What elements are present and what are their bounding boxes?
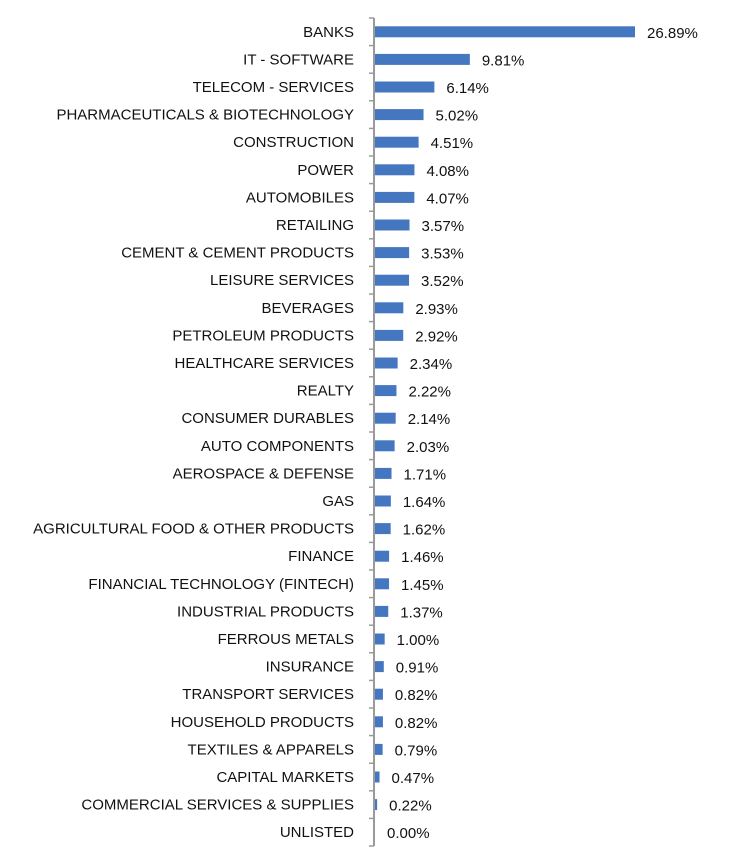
bar xyxy=(375,413,396,424)
category-label: FINANCE xyxy=(288,548,354,566)
category-label: FINANCIAL TECHNOLOGY (FINTECH) xyxy=(88,575,354,593)
value-label: 2.03% xyxy=(406,438,450,456)
value-label: 3.53% xyxy=(421,245,464,263)
value-label: 2.93% xyxy=(415,300,458,318)
bar xyxy=(375,220,410,231)
category-label: CEMENT & CEMENT PRODUCTS xyxy=(121,244,354,262)
bar xyxy=(375,440,395,451)
category-label: PETROLEUM PRODUCTS xyxy=(172,327,354,345)
category-label: CAPITAL MARKETS xyxy=(216,769,354,786)
value-label: 1.00% xyxy=(396,632,440,649)
bar xyxy=(375,496,391,507)
bar xyxy=(375,330,403,341)
category-label: BANKS xyxy=(303,23,354,41)
category-label: POWER xyxy=(297,161,354,179)
bar xyxy=(375,468,392,479)
bar xyxy=(375,26,635,37)
value-label: 1.45% xyxy=(401,576,444,594)
value-label: 1.64% xyxy=(402,494,446,511)
labels-layer xyxy=(33,24,698,842)
category-label: HOUSEHOLD PRODUCTS xyxy=(170,713,354,731)
value-label: 2.22% xyxy=(408,383,452,401)
category-label: RETAILING xyxy=(275,217,354,234)
bar xyxy=(375,523,391,534)
value-label: 2.34% xyxy=(409,356,453,373)
value-label: 6.14% xyxy=(446,80,489,97)
axis-layer xyxy=(369,18,374,846)
value-label: 0.22% xyxy=(389,797,432,815)
value-label: 5.02% xyxy=(435,107,479,125)
bar xyxy=(375,385,396,396)
bar xyxy=(375,82,434,93)
value-label: 4.07% xyxy=(426,190,469,208)
category-label: AGRICULTURAL FOOD & OTHER PRODUCTS xyxy=(33,520,354,538)
bar xyxy=(375,634,385,645)
bar xyxy=(375,247,409,258)
value-label: 0.00% xyxy=(387,825,430,843)
category-label: IT - SOFTWARE xyxy=(243,51,354,69)
value-label: 0.91% xyxy=(395,659,439,677)
bar xyxy=(375,137,419,148)
value-label: 0.82% xyxy=(394,714,438,732)
bar xyxy=(375,275,409,286)
category-label: AEROSPACE & DEFENSE xyxy=(172,465,354,483)
category-label: INDUSTRIAL PRODUCTS xyxy=(177,603,354,621)
category-label: BEVERAGES xyxy=(261,299,354,317)
value-label: 26.89% xyxy=(647,24,698,42)
category-label: TEXTILES & APPARELS xyxy=(187,741,354,759)
category-label: TRANSPORT SERVICES xyxy=(182,686,354,704)
category-label: UNLISTED xyxy=(279,824,354,842)
bar xyxy=(375,716,383,727)
value-label: 3.57% xyxy=(421,218,465,235)
category-label: INSURANCE xyxy=(265,658,354,676)
bar xyxy=(375,799,377,810)
bar xyxy=(375,54,470,65)
value-label: 0.47% xyxy=(391,770,435,787)
category-label: TELECOM - SERVICES xyxy=(192,79,354,96)
category-label: HEALTHCARE SERVICES xyxy=(174,355,354,372)
bar xyxy=(375,606,388,617)
value-label: 1.37% xyxy=(400,604,443,622)
bar xyxy=(375,109,424,120)
value-label: 4.08% xyxy=(426,162,469,180)
value-label: 4.51% xyxy=(430,135,474,153)
category-label: AUTOMOBILES xyxy=(245,189,354,207)
value-label: 2.14% xyxy=(407,411,451,429)
category-label: LEISURE SERVICES xyxy=(210,272,354,290)
category-label: FERROUS METALS xyxy=(217,631,354,648)
bar xyxy=(375,578,389,589)
bar xyxy=(375,164,414,175)
bar xyxy=(375,744,383,755)
value-label: 9.81% xyxy=(481,52,525,70)
value-label: 3.52% xyxy=(421,273,464,291)
category-label: CONSUMER DURABLES xyxy=(181,410,354,428)
category-label: COMMERCIAL SERVICES & SUPPLIES xyxy=(81,796,354,814)
bar xyxy=(375,302,403,313)
bar xyxy=(375,772,380,783)
category-label: GAS xyxy=(322,493,354,510)
category-label: CONSTRUCTION xyxy=(233,134,354,152)
bar xyxy=(375,551,389,562)
value-label: 0.79% xyxy=(394,742,438,760)
bar xyxy=(375,661,384,672)
category-label: REALTY xyxy=(296,382,354,400)
bar xyxy=(375,358,398,369)
bar xyxy=(375,689,383,700)
value-label: 0.82% xyxy=(394,687,438,705)
value-label: 1.62% xyxy=(402,521,446,539)
value-label: 2.92% xyxy=(415,328,458,346)
value-label: 1.46% xyxy=(401,549,444,567)
value-label: 1.71% xyxy=(403,466,447,484)
category-label: AUTO COMPONENTS xyxy=(200,437,354,455)
bar xyxy=(375,192,414,203)
category-label: PHARMACEUTICALS & BIOTECHNOLOGY xyxy=(56,106,354,124)
